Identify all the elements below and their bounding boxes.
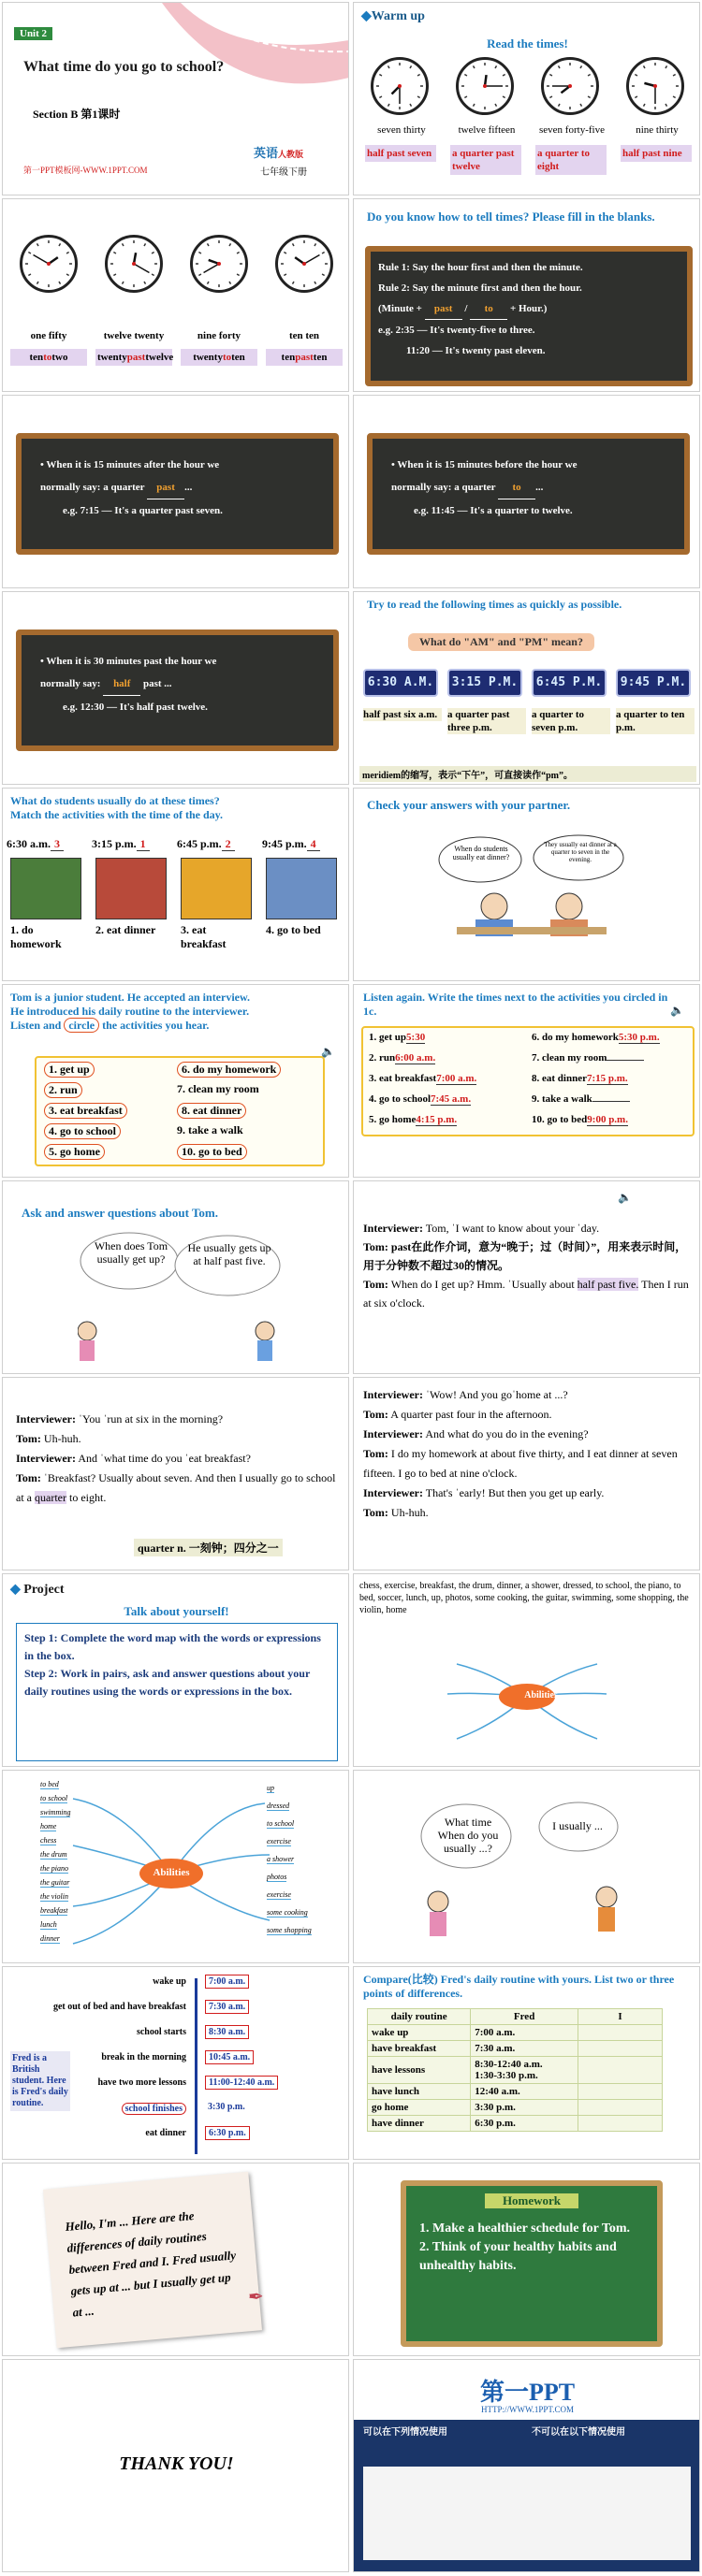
table-cell xyxy=(578,2025,663,2041)
clock-answer: a quarter past twelve xyxy=(450,145,521,175)
ad-col-2: 不可以在以下情况使用 xyxy=(532,2427,625,2438)
table-row xyxy=(368,2025,663,2041)
table-header: Fred xyxy=(471,2009,578,2025)
match-time: 3:15 p.m. 1 xyxy=(92,837,176,851)
routine-activity: school finishes xyxy=(122,2103,186,2115)
clock-answer: half past seven xyxy=(365,145,436,162)
table-row xyxy=(368,2084,663,2100)
match-time: 6:45 p.m. 2 xyxy=(177,837,261,851)
table-cell: 6:30 p.m. xyxy=(471,2116,578,2132)
table-cell xyxy=(578,2084,663,2100)
listen-item: 9. take a walk xyxy=(532,1093,630,1105)
table-cell: have lunch xyxy=(368,2084,471,2100)
table-cell: 8:30-12:40 a.m. 1:30-3:30 p.m. xyxy=(471,2057,578,2084)
example-2: 11:20 — It's twenty past eleven. xyxy=(406,345,546,356)
ask-heading: Ask and answer questions about Tom. xyxy=(22,1206,218,1220)
half-line-2: normally say: half past ... xyxy=(40,673,314,696)
listen-item: 1. get up5:30 xyxy=(369,1032,426,1043)
activity-item[interactable]: 8. eat dinner xyxy=(177,1103,246,1119)
half-line-1: • When it is 30 minutes past the hour we xyxy=(40,656,217,667)
project-sub: Talk about yourself! xyxy=(124,1604,229,1618)
homework-heading: Homework xyxy=(485,2193,578,2208)
clock-answer: half past nine xyxy=(621,145,692,162)
table-cell: 7:00 a.m. xyxy=(471,2025,578,2041)
routine-activity: eat dinner xyxy=(145,2128,186,2138)
mindmap-word: the violin xyxy=(40,1892,68,1901)
ampm-answer: half past six a.m. xyxy=(363,708,442,721)
grade-label: 七年级下册 xyxy=(260,167,307,178)
analog-clock xyxy=(105,235,163,293)
rule-2: Rule 2: Say the minute first and then the hour. xyxy=(378,282,582,294)
slide-25-thanks xyxy=(2,2359,349,2572)
rule-1: Rule 1: Say the hour first and then the minute. xyxy=(378,262,583,273)
clock-label: one fifty xyxy=(30,330,67,341)
slide-2-warmup xyxy=(353,2,700,195)
table-header: daily routine xyxy=(368,2009,471,2025)
activity-item[interactable]: 1. get up xyxy=(44,1062,95,1078)
check-bubble-1: When do students usually eat dinner? xyxy=(452,845,510,861)
analog-clock xyxy=(626,57,684,115)
clock-answer: twentytoten xyxy=(181,349,257,366)
clock-label: ten ten xyxy=(288,330,320,341)
half-example: e.g. 12:30 — It's half past twelve. xyxy=(63,702,208,713)
homework-items: 1. Make a healthier schedule for Tom. 2. Think of your healthy habits and unhealthy habits. xyxy=(419,2221,631,2273)
check-bubble-2: They usually eat dinner at a quarter to seven in the evening. xyxy=(544,841,617,863)
mindmap-word: to school xyxy=(267,1819,295,1828)
slide-12-listen xyxy=(353,984,700,1178)
dialogue-1: Interviewer: Tom, ˈI want to know about your ˈday. Tom: past在此作介词，意为“晚于；过（时间）”，用来表示时间，用于分钟数不超过30的情况。 Tom: When do I get up? Hmm. ˈUsually about half past five. Then I run at six o'clock. xyxy=(363,1222,689,1310)
slide-18-wordbox xyxy=(353,1573,700,1767)
clock-label: seven forty-five xyxy=(539,124,605,136)
listen-item: 3. eat breakfast7:00 a.m. xyxy=(369,1073,477,1084)
routine-time: 6:30 p.m. xyxy=(205,2126,250,2140)
activity-item[interactable]: 6. do my homework xyxy=(177,1062,281,1078)
listen-box xyxy=(361,1026,695,1136)
diamond-icon: ◆ xyxy=(361,9,372,23)
table-cell: 7:30 a.m. xyxy=(471,2041,578,2057)
activity-label: 3. eat breakfast xyxy=(181,923,227,950)
chalkboard-rules xyxy=(365,246,693,386)
past-example: e.g. 7:15 — It's a quarter past seven. xyxy=(63,505,223,516)
activity-item[interactable]: 4. go to school xyxy=(44,1123,121,1139)
slide-14-dialogue xyxy=(353,1180,700,1374)
routine-time: 8:30 a.m. xyxy=(205,2025,249,2039)
slide-1-heading: What time do you go to school? xyxy=(23,59,225,75)
circle-intro: Tom is a junior student. He accepted an interview. He introduced his daily routine to the interviewer. Listen and circle the activities you hear. xyxy=(10,991,251,1032)
slide-19-mindmap xyxy=(2,1770,349,1963)
unit-badge: Unit 2 xyxy=(14,27,52,40)
step-2: Step 2: Work in pairs, ask and answer questions about your daily routines using the words or expressions in the box. xyxy=(24,1667,311,1698)
listen-item: 8. eat dinner7:15 p.m. xyxy=(532,1073,628,1084)
step-1: Step 1: Complete the word map with the words or expressions in the box. xyxy=(24,1631,321,1662)
i-usually-bubble: I usually ... xyxy=(552,1819,603,1832)
activity-picture xyxy=(266,858,337,919)
slide-8-am-pm xyxy=(353,591,700,785)
mindmap-word: a shower xyxy=(267,1855,295,1863)
slide-16-dialogue xyxy=(353,1377,700,1570)
routine-time: 7:00 a.m. xyxy=(205,1975,249,1989)
clock-label: nine forty xyxy=(197,330,241,341)
listen-item: 6. do my homework5:30 p.m. xyxy=(532,1032,660,1043)
activity-item[interactable]: 3. eat breakfast xyxy=(44,1103,127,1119)
warmup-sub: Read the times! xyxy=(487,36,568,51)
slide-24-homework xyxy=(353,2163,700,2356)
dialogue-3: Interviewer: ˈWow! And you goˈhome at ...? Tom: A quarter past four in the afternoon. Interviewer: And what do you do in the evening? Tom: I do my homework at about five thirty, and I eat dinner at seven fifteen. I go to bed at nine o'clock. Interviewer: That's ˈearly! But then you get up early. Tom: Uh-huh. xyxy=(363,1388,678,1519)
slide-15-dialogue xyxy=(2,1377,349,1570)
ask-bubble-1: When does Tom usually get up? xyxy=(94,1239,168,1266)
chalkboard-to xyxy=(367,433,690,555)
mindmap-word: some cooking xyxy=(267,1908,308,1917)
mindmap-word: exercise xyxy=(267,1837,291,1845)
mindmap-word: to school xyxy=(40,1794,68,1802)
slide-10-check xyxy=(353,788,700,981)
brand-label: 英语人教版 xyxy=(254,146,304,160)
rules-question: Do you know how to tell times? Please fill in the blanks. xyxy=(367,210,655,224)
slide-4-rules xyxy=(353,198,700,392)
dialogue-2: Interviewer: ˈYou ˈrun at six in the morning? Tom: Uh-huh. Interviewer: And ˈwhat time do you ˈeat breakfast? Tom: ˈBreakfast? Usually about seven. And then I usually go to school at a quarter to eight. xyxy=(16,1412,336,1504)
to-line-2: normally say: a quarter to ... xyxy=(391,476,665,499)
analog-clock xyxy=(541,57,599,115)
digital-clock: 3:15 P.M. xyxy=(447,669,522,697)
past-line-2: normally say: a quarter past ... xyxy=(40,476,314,499)
ad-panel xyxy=(354,2420,700,2572)
clock-answer: a quarter to eight xyxy=(535,145,607,175)
listen-instruction: Listen again. Write the times next to the activities you circled in 1c. xyxy=(363,991,668,1018)
slide-9-match xyxy=(2,788,349,981)
listen-item: 10. go to bed9:00 p.m. xyxy=(532,1114,628,1125)
word-box: chess, exercise, breakfast, the drum, dinner, a shower, dressed, to school, the piano, to bed, soccer, lunch, up, photos, some cooking, the guitar, swimming, some shopping, the violin, home xyxy=(359,1581,689,1615)
slide-13-ask xyxy=(2,1180,349,1374)
quarter-note: quarter n. 一刻钟；四分之一 xyxy=(134,1539,283,1556)
analog-clock xyxy=(371,57,429,115)
mindmap-word: photos xyxy=(267,1873,287,1881)
ad-link-area xyxy=(363,2467,691,2560)
routine-activity: school starts xyxy=(136,2027,186,2037)
mindmap-word: some shopping xyxy=(267,1926,312,1934)
routine-time: 11:00-12:40 a.m. xyxy=(205,2076,278,2090)
note-paper: Hello, I'm ... Here are the differences of daily routines between Fred and I. Fred usually gets up at ... but I usually get up at ... xyxy=(43,2172,262,2349)
analog-clock xyxy=(20,235,78,293)
slide-11-circle xyxy=(2,984,349,1178)
speaker-icon[interactable]: 🔈 xyxy=(618,1191,632,1204)
routine-time: 10:45 a.m. xyxy=(205,2050,254,2064)
section-label: Section B 第1课时 xyxy=(33,108,121,121)
ppt-logo: 第一PPT xyxy=(479,2379,576,2406)
slide-6-quarter-to xyxy=(353,395,700,588)
project-steps xyxy=(16,1623,338,1761)
fred-intro: Fred is a British student. Here is Fred's daily routine. xyxy=(10,2051,70,2111)
mindmap-word: breakfast xyxy=(40,1906,68,1915)
ampm-answer: a quarter past three p.m. xyxy=(447,708,526,734)
activity-item[interactable]: 5. go home xyxy=(44,1144,105,1160)
mindmap-word: chess xyxy=(40,1836,57,1845)
feather-icon: ✒ xyxy=(248,2287,264,2308)
activity-box xyxy=(35,1056,325,1166)
project-heading: ◆ Project xyxy=(10,1583,65,1597)
slide-1-title xyxy=(2,2,349,195)
activity-item[interactable]: 10. go to bed xyxy=(177,1144,247,1160)
table-row xyxy=(368,2041,663,2057)
clock-label: twelve twenty xyxy=(103,330,165,341)
compare-heading: Compare(比较) Fred's daily routine with yours. List two or three points of differences. xyxy=(363,1973,675,2000)
slide-5-quarter-past xyxy=(2,395,349,588)
routine-time: 3:30 p.m. xyxy=(208,2102,245,2112)
table-cell xyxy=(578,2057,663,2084)
table-cell xyxy=(578,2116,663,2132)
table-cell: wake up xyxy=(368,2025,471,2041)
ask-bubble-2: He usually gets up at half past five. xyxy=(187,1241,271,1267)
mindmap-word: dinner xyxy=(40,1934,60,1943)
activity-picture xyxy=(95,858,167,919)
table-cell xyxy=(578,2041,663,2057)
activity-item[interactable]: 9. take a walk xyxy=(177,1123,243,1136)
slide-26-ad xyxy=(353,2359,700,2572)
mindmap-word: the drum xyxy=(40,1850,67,1859)
table-cell: 12:40 a.m. xyxy=(471,2084,578,2100)
activity-picture xyxy=(10,858,81,919)
mindmap-word: home xyxy=(40,1822,57,1831)
clock-answer: twentypasttwelve xyxy=(95,349,172,366)
thanks-text: THANK YOU! xyxy=(119,2453,234,2474)
compare-table xyxy=(367,2008,663,2132)
watermark-text: 第一PPT模板网-WWW.1PPT.COM xyxy=(23,166,148,175)
mindmap-word: the guitar xyxy=(40,1878,70,1887)
table-row xyxy=(368,2057,663,2084)
clock-answer: tenpastten xyxy=(266,349,343,366)
digital-clock: 6:30 A.M. xyxy=(363,669,438,697)
clock-label: twelve fifteen xyxy=(458,124,516,136)
example-1: e.g. 2:35 — It's twenty-five to three. xyxy=(378,325,535,336)
listen-item: 2. run6:00 a.m. xyxy=(369,1052,436,1064)
analog-clock xyxy=(456,57,514,115)
routine-activity: have two more lessons xyxy=(97,2077,186,2088)
ampm-answer: a quarter to seven p.m. xyxy=(532,708,610,734)
mindmap-word: lunch xyxy=(40,1920,57,1929)
routine-activity: wake up xyxy=(153,1976,186,1987)
listen-item: 7. clean my room xyxy=(532,1052,644,1064)
table-row xyxy=(368,2100,663,2116)
past-line-1: • When it is 15 minutes after the hour we xyxy=(40,459,220,470)
clock-label: nine thirty xyxy=(636,124,679,136)
mind-map-center: Abilities xyxy=(524,1690,558,1700)
mindmap-word: the piano xyxy=(40,1864,68,1873)
match-question: What do students usually do at these times? Match the activities with the time of the day. xyxy=(10,794,223,821)
activity-label: 4. go to bed xyxy=(266,923,321,936)
routine-activity: break in the morning xyxy=(101,2052,186,2062)
activity-label: 1. do homework xyxy=(10,923,62,950)
slide-20-what-time xyxy=(353,1770,700,1963)
mindmap-word: exercise xyxy=(267,1890,291,1899)
slide-7-half-past xyxy=(2,591,349,785)
what-time-bubble: What time When do you usually ...? xyxy=(437,1816,499,1855)
table-cell: have lessons xyxy=(368,2057,471,2084)
ampm-note: meridiem的缩写，表示“下午”，可直接读作“pm”。 xyxy=(359,766,696,782)
to-line-1: • When it is 15 minutes before the hour we xyxy=(391,459,578,470)
clock-answer: tentotwo xyxy=(10,349,87,366)
ppt-url[interactable]: HTTP://WWW.1PPT.COM xyxy=(480,2405,574,2414)
table-cell: have breakfast xyxy=(368,2041,471,2057)
what-time-illustration xyxy=(419,1789,635,1948)
match-time: 6:30 a.m. 3 xyxy=(7,837,91,851)
clock-label: seven thirty xyxy=(377,124,426,136)
check-heading: Check your answers with your partner. xyxy=(367,798,571,812)
activity-picture xyxy=(181,858,252,919)
mindmap-word: to bed xyxy=(40,1780,59,1788)
table-row xyxy=(368,2116,663,2132)
table-cell: have dinner xyxy=(368,2116,471,2132)
analog-clock xyxy=(275,235,333,293)
table-cell: 3:30 p.m. xyxy=(471,2100,578,2116)
digital-clock: 6:45 P.M. xyxy=(532,669,607,697)
diamond-icon: ◆ xyxy=(10,1583,21,1597)
speaker-icon[interactable]: 🔈 xyxy=(321,1045,335,1058)
mindmap-center: Abilities xyxy=(153,1867,190,1878)
analog-clock xyxy=(190,235,248,293)
slide-22-compare xyxy=(353,1966,700,2160)
activity-item[interactable]: 7. clean my room xyxy=(177,1082,259,1095)
activity-label: 2. eat dinner xyxy=(95,923,156,936)
table-cell xyxy=(578,2100,663,2116)
table-header: I xyxy=(578,2009,663,2025)
routine-activity: get out of bed and have breakfast xyxy=(52,2002,186,2012)
digital-clock: 9:45 P.M. xyxy=(616,669,691,697)
table-cell: go home xyxy=(368,2100,471,2116)
routine-time: 7:30 a.m. xyxy=(205,2000,249,2014)
slide-3-clocks xyxy=(2,198,349,392)
speaker-icon[interactable]: 🔈 xyxy=(670,1004,684,1017)
ampm-answer: a quarter to ten p.m. xyxy=(616,708,695,734)
slide-17-project xyxy=(2,1573,349,1767)
listen-item: 4. go to school7:45 a.m. xyxy=(369,1093,472,1105)
mindmap-word: dressed xyxy=(267,1802,290,1810)
activity-item[interactable]: 2. run xyxy=(44,1082,82,1098)
listen-item: 5. go home4:15 p.m. xyxy=(369,1114,458,1125)
chalkboard-past xyxy=(16,433,339,555)
match-time: 9:45 p.m. 4 xyxy=(262,837,346,851)
mindmap-word: swimming xyxy=(40,1808,71,1816)
ampm-instruction: Try to read the following times as quickly as possible. xyxy=(367,598,622,611)
to-example: e.g. 11:45 — It's a quarter to twelve. xyxy=(414,505,573,516)
formula-line: (Minute + past / to + Hour.) xyxy=(378,298,680,320)
ad-col-1: 可以在下列情况使用 xyxy=(363,2427,447,2438)
slide-21-fred xyxy=(2,1966,349,2160)
ampm-question: What do "AM" and "PM" mean? xyxy=(408,633,594,651)
warmup-heading: ◆Warm up xyxy=(361,9,425,23)
chalkboard-half xyxy=(16,630,339,751)
mindmap-word: up xyxy=(267,1784,274,1792)
timeline-bar xyxy=(195,1978,197,2154)
slide-23-note xyxy=(2,2163,349,2356)
